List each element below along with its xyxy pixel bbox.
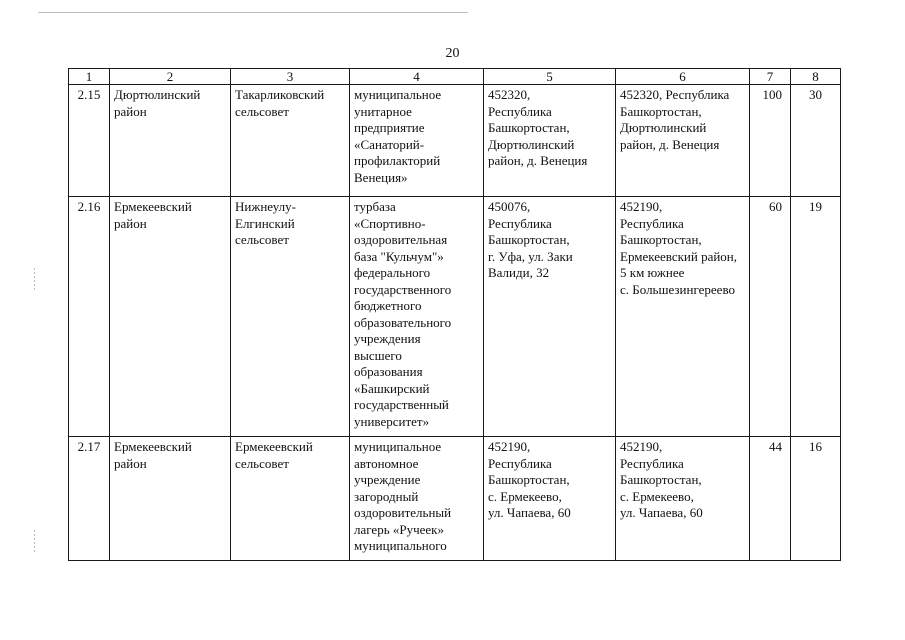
settlement-cell: Такарликовский сельсовет xyxy=(231,85,350,197)
column-number-row xyxy=(69,69,841,85)
column-header: 4 xyxy=(350,69,484,85)
capacity-cell: 44 xyxy=(750,437,791,561)
count-cell: 30 xyxy=(791,85,841,197)
legal-address-cell: 452320, Республика Башкортостан, Дюртюлинский район, д. Венеция xyxy=(484,85,616,197)
capacity-cell: 100 xyxy=(750,85,791,197)
scan-artifact-line xyxy=(38,12,468,13)
column-header: 8 xyxy=(791,69,841,85)
district-cell: Ермекеевский район xyxy=(110,437,231,561)
legal-address-cell: 450076, Республика Башкортостан, г. Уфа, ул. Заки Валиди, 32 xyxy=(484,197,616,437)
actual-address-cell: 452320, Республика Башкортостан, Дюртюлинский район, д. Венеция xyxy=(616,85,750,197)
scan-margin-mark xyxy=(34,268,35,290)
actual-address-cell: 452190, Республика Башкортостан, Ермекеевский район, 5 км южнее с. Большезингереево xyxy=(616,197,750,437)
table-row xyxy=(69,85,841,197)
scan-margin-mark xyxy=(34,530,35,552)
settlement-cell: Нижнеулу- Елгинский сельсовет xyxy=(231,197,350,437)
organization-cell: муниципальное автономное учреждение загородный оздоровительный лагерь «Ручеек» муниципального xyxy=(350,437,484,561)
column-header: 1 xyxy=(69,69,110,85)
column-header: 3 xyxy=(231,69,350,85)
organization-cell: муниципальное унитарное предприятие «Санаторий- профилакторий Венеция» xyxy=(350,85,484,197)
actual-address-cell: 452190, Республика Башкортостан, с. Ермекеево, ул. Чапаева, 60 xyxy=(616,437,750,561)
row-number: 2.16 xyxy=(69,197,110,437)
table-row xyxy=(69,437,841,561)
column-header: 6 xyxy=(616,69,750,85)
settlement-cell: Ермекеевский сельсовет xyxy=(231,437,350,561)
organization-cell: турбаза «Спортивно- оздоровительная база "Кульчум"» федерального государственного бюджетного образовательного учреждения высшего образования «Башкирский государственный университет» xyxy=(350,197,484,437)
capacity-cell: 60 xyxy=(750,197,791,437)
document-table xyxy=(68,68,841,561)
table-row xyxy=(69,197,841,437)
page-number: 20 xyxy=(445,46,460,61)
count-cell: 19 xyxy=(791,197,841,437)
district-cell: Дюртюлинский район xyxy=(110,85,231,197)
count-cell: 16 xyxy=(791,437,841,561)
row-number: 2.17 xyxy=(69,437,110,561)
column-header: 7 xyxy=(750,69,791,85)
district-cell: Ермекеевский район xyxy=(110,197,231,437)
legal-address-cell: 452190, Республика Башкортостан, с. Ермекеево, ул. Чапаева, 60 xyxy=(484,437,616,561)
column-header: 5 xyxy=(484,69,616,85)
column-header: 2 xyxy=(110,69,231,85)
row-number: 2.15 xyxy=(69,85,110,197)
